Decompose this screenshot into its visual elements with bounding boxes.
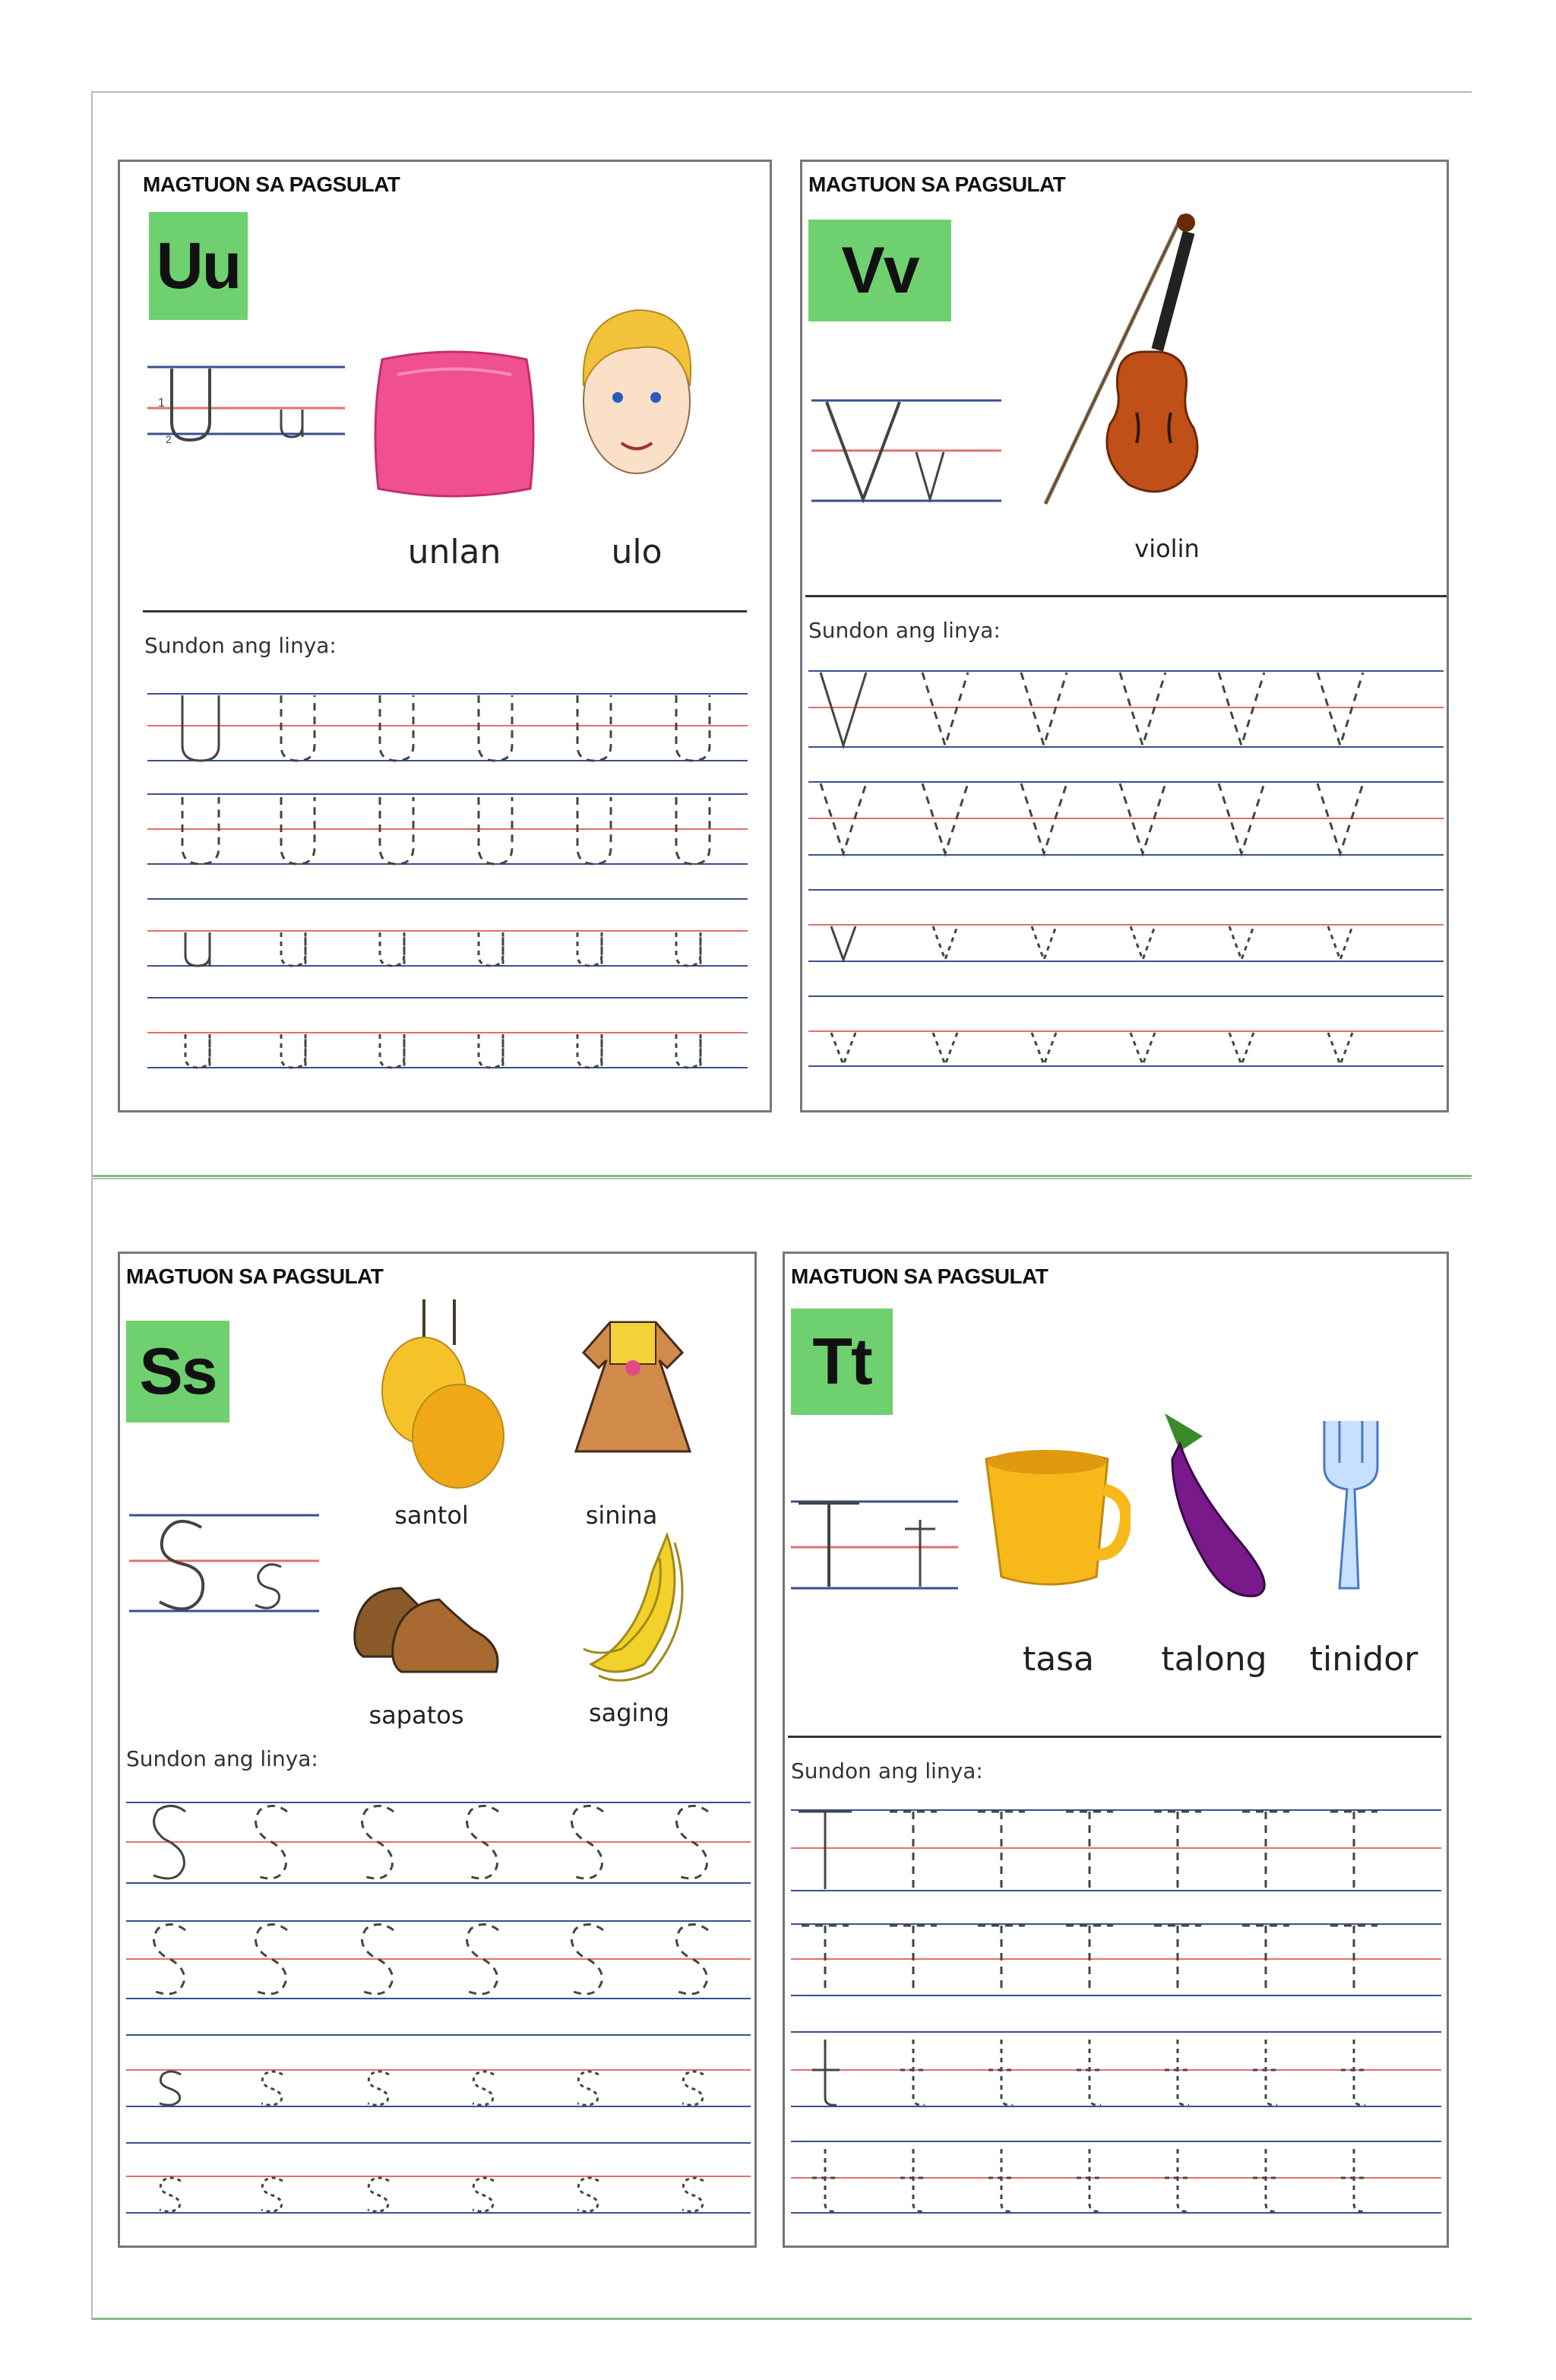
picture-word: violin [1134, 534, 1200, 563]
picture-word: unlan [407, 533, 501, 571]
letter-demo-guide [811, 390, 1001, 511]
shoes-image [348, 1558, 508, 1687]
picture-word: santol [394, 1501, 469, 1530]
worksheet-header: MAGTUON SA PAGSULAT [126, 1264, 384, 1288]
trace-prompt: Sundon ang linya: [791, 1758, 983, 1783]
letter-demo-guide [129, 1505, 319, 1619]
section-divider [143, 610, 747, 612]
letter-badge: Uu [149, 212, 248, 320]
tracing-area [126, 1795, 751, 2236]
dress-image [568, 1315, 697, 1467]
boy-head-image [572, 295, 701, 492]
eggplant-image [1150, 1406, 1286, 1603]
svg-text:2: 2 [166, 433, 172, 445]
picture-word: tasa [1022, 1640, 1095, 1679]
picture-word: talong [1161, 1640, 1267, 1679]
cup-image [979, 1444, 1131, 1596]
letter-badge: Ss [126, 1321, 229, 1423]
letter-demo-guide [147, 361, 345, 445]
picture-word: ulo [611, 533, 663, 571]
letter-demo-guide [791, 1474, 958, 1596]
worksheet-s [118, 1252, 757, 2248]
pillow-image [367, 344, 542, 504]
worksheet-v [800, 160, 1449, 1112]
picture-word: sapatos [368, 1701, 464, 1730]
picture-word: sinina [585, 1501, 658, 1530]
letter-badge: Vv [808, 220, 951, 321]
fork-image [1317, 1413, 1385, 1596]
worksheet-header: MAGTUON SA PAGSULAT [143, 172, 400, 196]
violin-image [1030, 200, 1243, 519]
picture-word: tinidor [1309, 1640, 1418, 1679]
banana-image [576, 1527, 697, 1687]
worksheet-t [783, 1252, 1449, 2248]
section-divider [788, 1736, 1441, 1738]
letter-badge: Tt [791, 1309, 893, 1415]
tracing-area [791, 1802, 1441, 2236]
tracing-area [808, 663, 1444, 1104]
trace-prompt: Sundon ang linya: [126, 1746, 318, 1771]
picture-word: saging [588, 1698, 670, 1727]
svg-text:1: 1 [158, 397, 165, 410]
worksheet-header: MAGTUON SA PAGSULAT [808, 172, 1066, 196]
santol-image [371, 1299, 515, 1497]
tracing-area [147, 679, 748, 1104]
section-divider [805, 595, 1447, 597]
worksheet-header: MAGTUON SA PAGSULAT [791, 1264, 1048, 1288]
worksheet-u [118, 160, 772, 1112]
trace-prompt: Sundon ang linya: [808, 618, 1001, 643]
trace-prompt: Sundon ang linya: [144, 633, 337, 658]
